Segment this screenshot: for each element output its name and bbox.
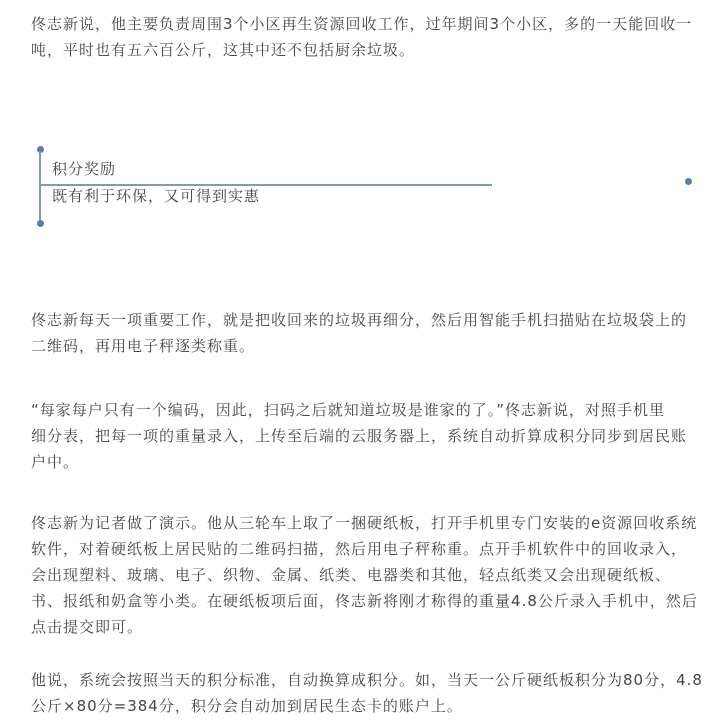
text-line: 公斤×80分=384分，积分会自动加到居民生态卡的账户上。 (31, 697, 463, 715)
paragraph-quote (31, 397, 687, 475)
callout-vertical-line (39, 151, 41, 221)
text-line: 佟志新为记者做了演示。他从三轮车上取了一捆硬纸板，打开手机里专门安装的e资源回收系统 (31, 514, 698, 532)
text-line: 点击提交即可。 (31, 618, 144, 636)
text-line: 二维码，再用电子秤逐类称重。 (31, 337, 256, 355)
paragraph-demo (31, 510, 698, 640)
text-line: “每家每户只有一个编码，因此，扫码之后就知道垃圾是谁家的了。”佟志新说，对照手机里 (31, 401, 666, 419)
paragraph-points (31, 667, 703, 719)
text-line: 他说，系统会按照当天的积分标准，自动换算成积分。如，当天一公斤硬纸板积分为80分，4.8 (31, 671, 703, 689)
callout-horizontal-line (39, 184, 492, 186)
text-line: 书、报纸和奶盒等小类。在硬纸板项后面，佟志新将刚才称得的重量4.8公斤录入手机中，然后 (31, 592, 698, 610)
text-line: 佟志新说，他主要负责周围3个小区再生资源回收工作，过年期间3个小区，多的一天能回收一 (31, 15, 693, 33)
text-line: 会出现塑料、玻璃、电子、织物、金属、纸类、电器类和其他，轻点纸类又会出现硬纸板、 (31, 566, 672, 584)
text-line: 细分表，把每一项的重量录入，上传至后端的云服务器上，系统自动折算成积分同步到居民账 (31, 427, 688, 445)
callout-title: 积分奖励 (52, 160, 117, 178)
paragraph-daily-work (31, 307, 687, 359)
handle-dot-bottom (37, 220, 44, 227)
paragraph-intro (31, 11, 692, 63)
text-line: 软件，对着硬纸板上居民贴的二维码扫描，然后用电子秤称重。点开手机软件中的回收录入， (31, 540, 688, 558)
handle-dot-right (685, 178, 692, 185)
text-line: 吨，平时也有五六百公斤，这其中还不包括厨余垃圾。 (31, 41, 416, 59)
text-line: 佟志新每天一项重要工作，就是把收回来的垃圾再细分，然后用智能手机扫描贴在垃圾袋上的 (31, 311, 688, 329)
text-line: 户中。 (31, 453, 80, 471)
callout-subtitle: 既有利于环保，又可得到实惠 (52, 187, 261, 205)
